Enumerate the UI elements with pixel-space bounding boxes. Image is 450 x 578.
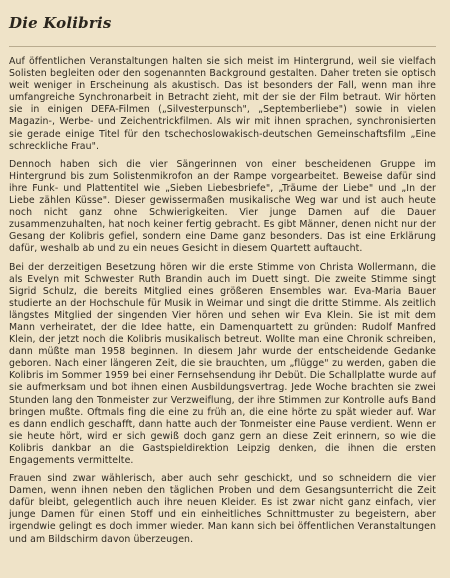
article-title: Die Kolibris <box>9 14 112 32</box>
paragraph-2: Dennoch haben sich die vier Sängerinnen von einer bescheidenen Gruppe im Hintergrund bis zum Solistenmikrofon an der Rampe vorgearbeitet. Beweise dafür sind ihre Funk- und Plattentitel wie „Sieben Liebesbriefe", „Träume der Liebe" und „In der Liebe zählen Küsse". Dieser gewissermaßen musikalische Weg war und ist auch heute noch nicht ganz ohne Schwierigkeiten. Vier junge Damen auf die Dauer zusammenzuhalten, hat noch keiner fertig gebracht. Es gibt Männer, denen nicht nur der Gesang der Kolibris gefiel, sondern eine Dame ganz besonders. Das ist eine Erklärung dafür, weshalb ab und zu ein neues Gesicht in diesem Quartett auftaucht. <box>9 158 436 255</box>
paragraph-1: Auf öffentlichen Veranstaltungen halten sie sich meist im Hintergrund, weil sie vielfach Solisten begleiten oder den sogenannten Background gestalten. Daher treten sie optisch weit weniger in Erscheinung als akustisch. Das ist besonders der Fall, wenn man ihre umfangreiche Synchronarbeit in Betracht zieht, mit der sie der Film betraut. Wir hörten sie in einigen DEFA-Filmen („Silvesterpunsch", „Septemberliebe") sowie in vielen Magazin-, Werbe- und Zeichentrickfilmen. Als wir mit ihnen sprachen, synchronisierten sie gerade einige Titel für den tschechoslowakisch-deutschen Gemeinschaftsfilm „Eine schreckliche Frau". <box>9 56 436 152</box>
paragraph-3: Bei der derzeitigen Besetzung hören wir die erste Stimme von Christa Wollermann, die als Evelyn mit Schwester Ruth Brandin auch im Duett singt. Die zweite Stimme singt Sigrid Schulz, die bereits Mitglied eines größeren Ensembles war. Eva-Maria Bauer studierte an der Hochschule für Musik in Weimar und singt die dritte Stimme. Als zeitlich längstes Mitglied der singenden Vier hören und sehen wir Eva Klein. Sie ist mit dem Mann verheiratet, der die Idee hatte, ein Damenquartett zu gründen: Rudolf Manfred Klein, der jetzt noch die Kolibris musikalisch betreut. Wollte man eine Chronik schreiben, dann müßte man 1958 beginnen. In diesem Jahr wurde der entscheidende Gedanke geboren. Nach einer längeren Zeit, die sie brauchten, um „flügge" zu werden, gaben die Kolibris im Sommer 1959 bei einer Fernsehsendung ihr Debüt. Die Schallplatte wurde auf sie aufmerksam und bot ihnen einen Ausbildungsvertrag. Jede Woche brachten sie zwei Stunden lang den Tonmeister zur Verzweiflung, der ihre Stimmen zur Kontrolle aufs Band bringen mußte. Oftmals fing die eine zu früh an, die eine hörte zu spät wieder auf. War es dann endlich geschafft, dann hatte auch der Tonmeister eine Pause verdient. Wenn er sie heute hört, wird er sich gewiß doch ganz gern an diese Zeit erinnern, so wie die Kolibris dankbar an die Gastspieldirektion Leipzig denken, die ihnen die ersten Engagements vermittelte. <box>9 261 436 466</box>
title-divider <box>9 46 436 47</box>
paragraph-4: Frauen sind zwar wählerisch, aber auch sehr geschickt, und so schneidern die vier Damen, wenn ihnen neben den täglichen Proben und dem Gesangsunterricht die Zeit dafür bleibt, gelegentlich auch ihre neuen Kleider. Es ist zwar nicht ganz einfach, vier junge Damen für einen Stoff und ein einheitliches Schnittmuster zu begeistern, aber irgendwie gelingt es doch immer wieder. Man kann sich bei öffentlichen Veranstaltungen und am Bildschirm davon überzeugen. <box>9 473 436 545</box>
article-body <box>9 56 436 546</box>
